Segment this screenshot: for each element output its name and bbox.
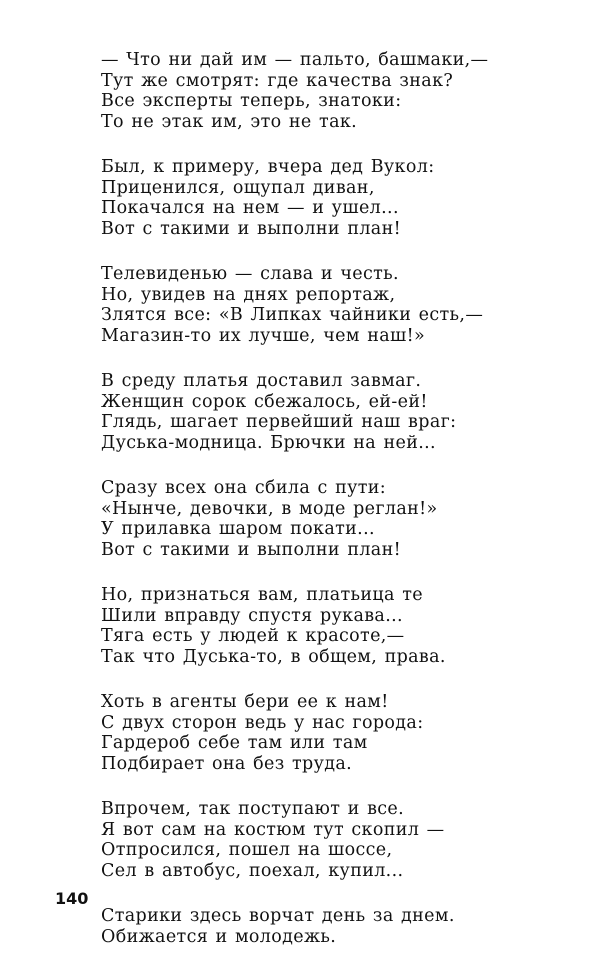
verse-line: Подбирает она без труда. (101, 753, 353, 774)
verse-line: Дуська-модница. Брючки на ней... (101, 432, 436, 453)
verse-line: Но, увидев на днях репортаж, (101, 284, 396, 305)
stanza-6 (101, 585, 521, 667)
stanza-3 (101, 264, 521, 346)
verse-line: Магазин-то их лучше, чем наш!» (101, 325, 426, 346)
verse-line: Телевиденью — слава и честь. (101, 264, 399, 284)
verse-line: — Что ни дай им — пальто, башмаки,— (101, 50, 489, 70)
verse-line: Впрочем, так поступают и все. (101, 799, 405, 819)
verse-line: Так что Дуська-то, в общем, права. (101, 646, 446, 667)
verse-line: Хоть в агенты бери ее к нам! (101, 692, 389, 712)
verse-line: Обижается и молодежь. (101, 926, 337, 947)
verse-line: Гардероб себе там или там (101, 733, 368, 753)
verse-line: Тут же смотрят: где качества знак? (101, 70, 454, 91)
stanza-5 (101, 478, 521, 560)
verse-line: У прилавка шаром покати... (101, 519, 375, 539)
verse-line: Женщин сорок сбежалось, ей-ей! (101, 391, 428, 412)
page-number: 140 (55, 889, 89, 908)
verse-line: Покачался на нем — и ушел... (101, 198, 399, 218)
stanza-2 (101, 157, 521, 239)
verse-line: Все эксперты теперь, знатоки: (101, 91, 402, 111)
verse-line: Вот с такими и выполни план! (101, 218, 401, 239)
verse-line: Глядь, шагает первейший наш враг: (101, 412, 457, 432)
stanza-4 (101, 371, 521, 453)
verse-line: Тяга есть у людей к красоте,— (101, 626, 405, 646)
verse-line: «Нынче, девочки, в моде реглан!» (101, 498, 438, 519)
verse-line: В среду платья доставил завмаг. (101, 371, 422, 391)
verse-line: Я вот сам на костюм тут скопил — (101, 819, 445, 840)
verse-line: С двух сторон ведь у нас города: (101, 712, 424, 733)
verse-line: Злятся все: «В Липках чайники есть,— (101, 305, 484, 325)
stanza-9 (101, 906, 521, 947)
verse-line: Вот с такими и выполни план! (101, 539, 401, 560)
verse-line: Шили вправду спустя рукава... (101, 605, 403, 626)
verse-line: Но, признаться вам, платьица те (101, 585, 423, 605)
verse-line: Отпросился, пошел на шоссе, (101, 840, 393, 860)
verse-line: Был, к примеру, вчера дед Вукол: (101, 157, 435, 177)
verse-line: То не этак им, это не так. (101, 111, 358, 132)
stanza-8 (101, 799, 521, 881)
stanza-7 (101, 692, 521, 774)
poem-body (101, 50, 521, 972)
verse-line: Приценился, ощупал диван, (101, 177, 375, 198)
verse-line: Сразу всех она сбила с пути: (101, 478, 387, 498)
verse-line: Старики здесь ворчат день за днем. (101, 906, 455, 926)
verse-line: Сел в автобус, поехал, купил... (101, 860, 404, 881)
stanza-1 (101, 50, 521, 132)
